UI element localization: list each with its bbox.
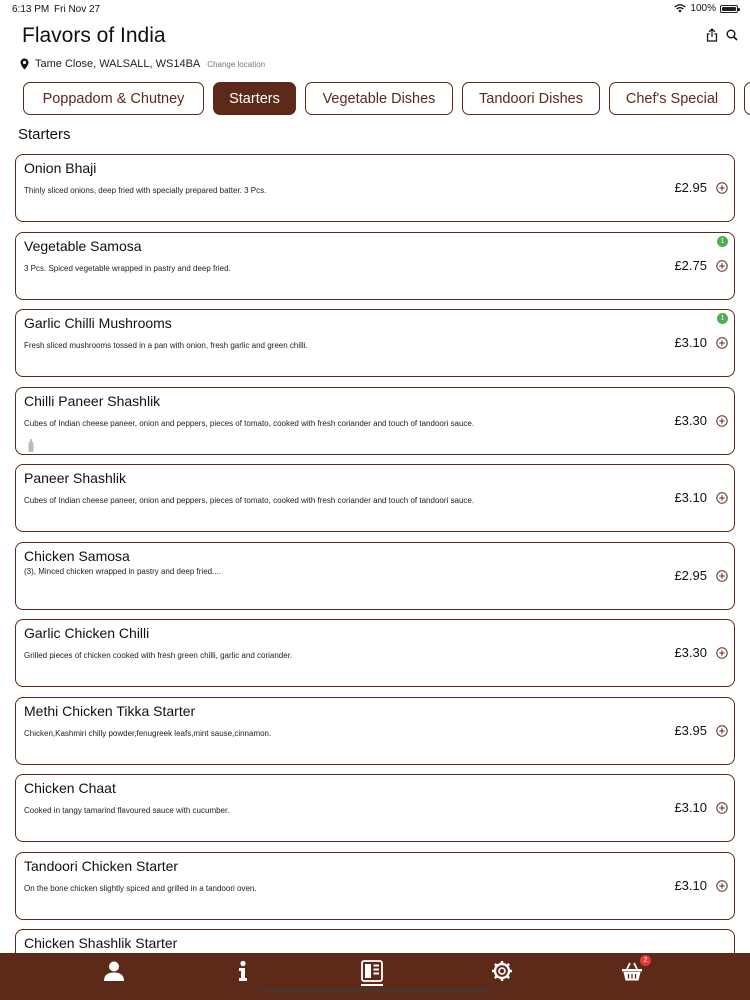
- item-price: £2.95: [674, 180, 707, 195]
- quantity-badge: 1: [717, 313, 728, 324]
- item-description: On the bone chicken slightly spiced and grilled in a tandoori oven.: [24, 884, 257, 893]
- battery-percent: 100%: [690, 3, 716, 14]
- item-description: Thinly sliced onions, deep fried with specially prepared batter. 3 Pcs.: [24, 186, 267, 195]
- add-circle-icon[interactable]: [716, 260, 728, 272]
- menu-item-card[interactable]: [15, 542, 735, 610]
- item-description: 3 Pcs. Spiced vegetable wrapped in pastry and deep fried.: [24, 264, 231, 273]
- item-name: Chilli Paneer Shashlik: [24, 393, 161, 409]
- add-circle-icon[interactable]: [716, 337, 728, 349]
- settings-icon: [491, 960, 513, 982]
- item-name: Chicken Shashlik Starter: [24, 935, 178, 951]
- item-price: £3.30: [674, 645, 707, 660]
- item-price: £3.30: [674, 413, 707, 428]
- menu-icon: [361, 960, 383, 982]
- item-name: Onion Bhaji: [24, 160, 97, 176]
- item-description: Chicken,Kashmiri chilly powder,fenugreek leafs,mint sause,cinnamon.: [24, 729, 272, 738]
- menu-item-card[interactable]: [15, 232, 735, 300]
- add-circle-icon[interactable]: [716, 802, 728, 814]
- home-indicator: [260, 989, 490, 993]
- item-description: Cooked in tangy tamarind flavoured sauce with cucumber.: [24, 806, 230, 815]
- tab-starters[interactable]: Starters: [213, 82, 296, 115]
- item-name: Methi Chicken Tikka Starter: [24, 703, 196, 719]
- item-price: £3.10: [674, 878, 707, 893]
- menu-item-card[interactable]: [15, 929, 735, 953]
- nav-info[interactable]: [231, 959, 255, 983]
- tab-tandoori-dishes[interactable]: Tandoori Dishes: [462, 82, 600, 115]
- item-price: £2.95: [674, 568, 707, 583]
- menu-item-card[interactable]: [15, 774, 735, 842]
- info-icon: [232, 960, 254, 982]
- active-tab-indicator: [361, 984, 383, 986]
- add-circle-icon[interactable]: [716, 415, 728, 427]
- menu-item-card[interactable]: [15, 697, 735, 765]
- nav-basket[interactable]: [620, 957, 648, 983]
- item-name: Garlic Chilli Mushrooms: [24, 315, 172, 331]
- item-description: Cubes of Indian cheese paneer, onion and peppers, pieces of tomato, cooked with fresh coriander and touch of tandoori sauce.: [24, 496, 475, 505]
- section-title: Starters: [18, 126, 71, 143]
- item-name: Tandoori Chicken Starter: [24, 858, 179, 874]
- quantity-badge: 1: [717, 236, 728, 247]
- delivery-address: Tame Close, WALSALL, WS14BA: [35, 58, 201, 70]
- nav-menu[interactable]: [360, 959, 384, 983]
- item-name: Paneer Shashlik: [24, 470, 126, 486]
- menu-item-card[interactable]: [15, 464, 735, 532]
- basket-icon: [621, 960, 643, 982]
- item-price: £3.10: [674, 335, 707, 350]
- menu-item-card[interactable]: [15, 619, 735, 687]
- add-circle-icon[interactable]: [716, 647, 728, 659]
- chilli-sauce-icon: [28, 439, 34, 452]
- item-name: Chicken Chaat: [24, 780, 116, 796]
- tab-poppadom-chutney[interactable]: Poppadom & Chutney: [23, 82, 204, 115]
- cart-count-badge: 2: [640, 955, 651, 966]
- profile-icon: [103, 960, 125, 982]
- menu-item-card[interactable]: [15, 852, 735, 920]
- add-circle-icon[interactable]: [716, 570, 728, 582]
- menu-item-card[interactable]: [15, 387, 735, 455]
- tab-vegetable-dishes[interactable]: Vegetable Dishes: [305, 82, 453, 115]
- add-circle-icon[interactable]: [716, 725, 728, 737]
- item-price: £2.75: [674, 258, 707, 273]
- item-description: Fresh sliced mushrooms tossed in a pan with onion, fresh garlic and green chilli.: [24, 341, 308, 350]
- nav-profile[interactable]: [102, 959, 126, 983]
- add-circle-icon[interactable]: [716, 880, 728, 892]
- item-description: (3), Minced chicken wrapped in pastry and deep fried....: [24, 567, 221, 576]
- menu-item-card[interactable]: [15, 154, 735, 222]
- item-price: £3.95: [674, 723, 707, 738]
- item-name: Garlic Chicken Chilli: [24, 625, 150, 641]
- menu-item-card[interactable]: [15, 309, 735, 377]
- item-description: Grilled pieces of chicken cooked with fresh green chilli, garlic and coriander.: [24, 651, 293, 660]
- item-price: £3.10: [674, 800, 707, 815]
- nav-settings[interactable]: [490, 959, 514, 983]
- status-date: Fri Nov 27: [54, 4, 101, 15]
- status-time: 6:13 PM: [12, 4, 50, 15]
- item-price: £3.10: [674, 490, 707, 505]
- item-name: Chicken Samosa: [24, 548, 130, 564]
- add-circle-icon[interactable]: [716, 182, 728, 194]
- item-name: Vegetable Samosa: [24, 238, 142, 254]
- change-location-link[interactable]: Change location: [207, 59, 266, 69]
- item-description: Cubes of Indian cheese paneer, onion and peppers, pieces of tomato, cooked with fresh coriander and touch of tandoori sauce.: [24, 419, 475, 428]
- page-title: Flavors of India: [22, 24, 166, 47]
- add-circle-icon[interactable]: [716, 492, 728, 504]
- tab-chefs-special[interactable]: Chef's Special: [609, 82, 735, 115]
